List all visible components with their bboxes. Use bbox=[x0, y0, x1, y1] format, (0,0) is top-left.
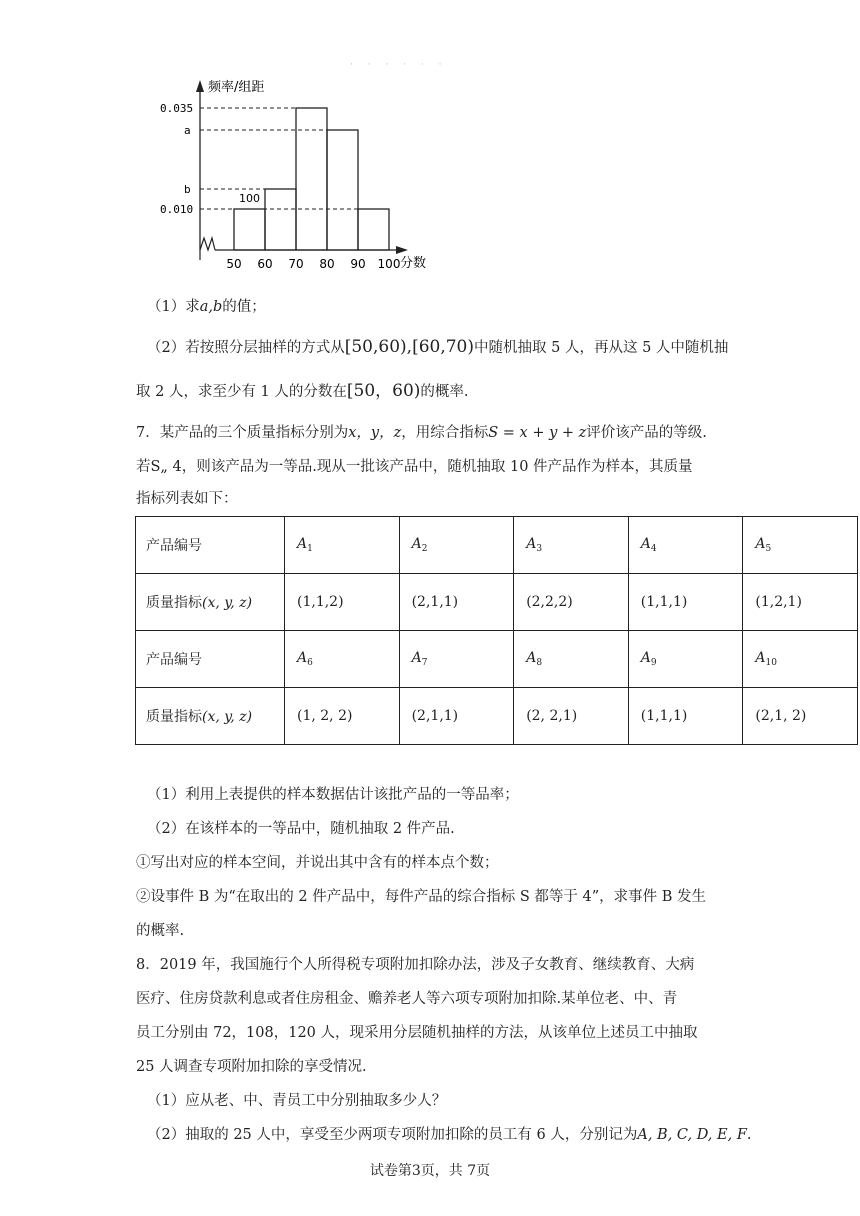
y-tick-label: b bbox=[184, 183, 191, 196]
table-cell: $A_4$ bbox=[628, 517, 743, 574]
histogram-bar bbox=[234, 209, 265, 250]
x-tick-label: 90 bbox=[350, 257, 366, 271]
q7-stem-line1: 7．某产品的三个质量指标分别为x，y，z，用综合指标S = x + y + z评价该产品的等级. bbox=[136, 425, 707, 441]
q8-stem-line4: 25 人调查专项附加扣除的享受情况. bbox=[136, 1059, 367, 1075]
table-cell: $A_8$ bbox=[514, 631, 629, 688]
page-footer: 试卷第3页，共 7页 bbox=[369, 1163, 491, 1179]
q6-part2-line1: （2）若按照分层抽样的方式从[50,60),[60,70)中随机抽取 5 人，再从这 5 人中随机抽 bbox=[147, 337, 729, 357]
table-cell: $A_7$ bbox=[399, 631, 514, 688]
x-tick-label: 50 bbox=[226, 257, 242, 271]
table-cell: $A_{10}$ bbox=[743, 631, 858, 688]
y-tick-label: a bbox=[184, 124, 191, 137]
table-cell: $A_5$ bbox=[743, 517, 858, 574]
table-cell: (2,2,2) bbox=[514, 574, 629, 631]
frequency-histogram bbox=[150, 70, 440, 280]
table-cell: (1,2,1) bbox=[743, 574, 858, 631]
y-axis-title: 频率/组距 bbox=[208, 80, 265, 95]
q8-sub2: （2）抽取的 25 人中，享受至少两项专项附加扣除的员工有 6 人，分别记为A, B, C, D, E, F. bbox=[147, 1127, 752, 1143]
x-axis-title: 分数 bbox=[400, 256, 427, 271]
q8-stem-line1: 8．2019 年，我国施行个人所得税专项附加扣除办法，涉及子女教育、继续教育、大病 bbox=[136, 957, 695, 973]
y-tick-label: 0.035 bbox=[160, 102, 194, 115]
q8-sub1: （1）应从老、中、青员工中分别抽取多少人？ bbox=[147, 1093, 447, 1109]
x-tick-label: 70 bbox=[288, 257, 304, 271]
row-label-quality-index: 质量指标(x, y, z) bbox=[136, 688, 285, 745]
row-label-quality-index: 质量指标(x, y, z) bbox=[136, 574, 285, 631]
histogram-bar bbox=[358, 209, 389, 250]
table-cell: $A_6$ bbox=[285, 631, 400, 688]
q6-part2-line2: 取 2 人，求至少有 1 人的分数在[50，60)的概率. bbox=[136, 381, 469, 401]
q7-sub2-ii: ②设事件 B 为“在取出的 2 件产品中，每件产品的综合指标 S 都等于 4”，求事件 B 发生 bbox=[136, 889, 706, 905]
row-label-product-id: 产品编号 bbox=[136, 517, 285, 574]
histogram-bar bbox=[296, 108, 327, 250]
q8-stem-line3: 员工分别由 72，108，120 人，现采用分层随机抽样的方法，从该单位上述员工中抽取 bbox=[136, 1025, 698, 1041]
q7-sub2-ii-cont: 的概率. bbox=[136, 923, 185, 939]
table-cell: $A_2$ bbox=[399, 517, 514, 574]
table-cell: (1, 2, 2) bbox=[285, 688, 400, 745]
q7-sub2-i: ①写出对应的样本空间，并说出其中含有的样本点个数； bbox=[136, 855, 499, 871]
table-cell: (2,1,1) bbox=[399, 688, 514, 745]
table-row bbox=[136, 631, 858, 688]
q6-part1: （1）求a,b的值； bbox=[147, 299, 266, 315]
table-cell: (2,1,1) bbox=[399, 574, 514, 631]
table-cell: $A_1$ bbox=[285, 517, 400, 574]
header-faint-text: · · · · · · bbox=[350, 60, 448, 70]
table-row bbox=[136, 688, 858, 745]
q7-sub2: （2）在该样本的一等品中，随机抽取 2 件产品. bbox=[147, 821, 455, 837]
y-tick-label: 0.010 bbox=[160, 203, 194, 216]
table-cell: (1,1,2) bbox=[285, 574, 400, 631]
axis-break-mark bbox=[200, 238, 215, 250]
q7-stem-line2: 若S„ 4，则该产品为一等品.现从一批该产品中，随机抽取 10 件产品作为样本，其质量 bbox=[136, 459, 693, 475]
row-label-product-id: 产品编号 bbox=[136, 631, 285, 688]
table-cell: $A_3$ bbox=[514, 517, 629, 574]
y-axis-arrow bbox=[196, 80, 204, 92]
bar-note-label: 100 bbox=[239, 192, 260, 205]
table-row bbox=[136, 517, 858, 574]
histogram-bar bbox=[265, 189, 296, 250]
table-cell: (2, 2,1) bbox=[514, 688, 629, 745]
table-cell: (2,1, 2) bbox=[743, 688, 858, 745]
table-cell: (1,1,1) bbox=[628, 688, 743, 745]
table-row bbox=[136, 574, 858, 631]
histogram-bar bbox=[327, 130, 358, 250]
q8-stem-line2: 医疗、住房贷款利息或者住房租金、赡养老人等六项专项附加扣除.某单位老、中、青 bbox=[136, 991, 678, 1007]
q7-sub1: （1）利用上表提供的样本数据估计该批产品的一等品率； bbox=[147, 787, 519, 803]
x-axis-arrow bbox=[396, 246, 408, 254]
table-cell: $A_9$ bbox=[628, 631, 743, 688]
quality-index-table bbox=[135, 516, 858, 745]
x-tick-label: 100 bbox=[377, 257, 401, 271]
x-tick-label: 60 bbox=[257, 257, 273, 271]
x-tick-label: 80 bbox=[319, 257, 335, 271]
q7-stem-line3: 指标列表如下： bbox=[136, 491, 238, 507]
table-cell: (1,1,1) bbox=[628, 574, 743, 631]
